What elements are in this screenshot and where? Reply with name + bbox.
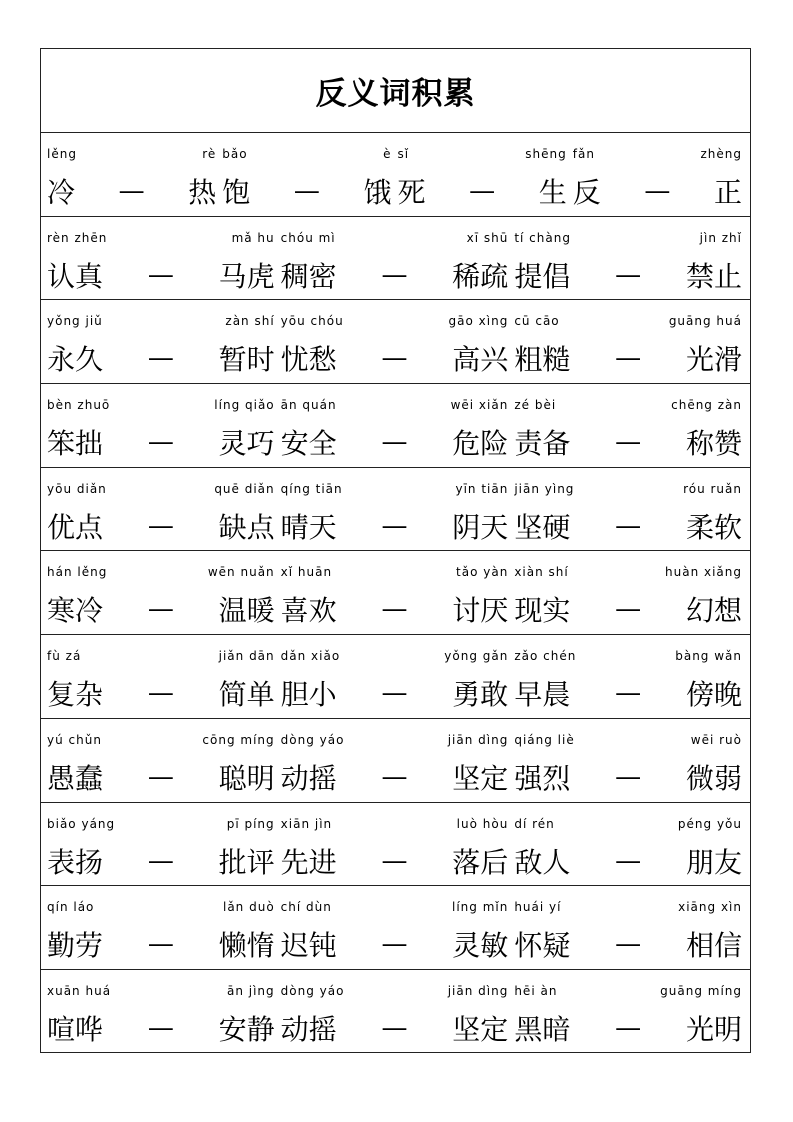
antonym-pair: [47, 217, 281, 300]
pinyin-left: fǎn: [572, 147, 595, 161]
hanzi-line: [281, 673, 515, 713]
dash-separator: —: [615, 845, 642, 876]
pinyin-right: tǎo yàn: [456, 565, 509, 580]
pinyin-left: fù zá: [47, 649, 82, 664]
word-right: 落后: [452, 845, 509, 879]
pinyin-left: bèn zhuō: [47, 398, 111, 413]
pinyin-left: huái yí: [514, 900, 562, 915]
pinyin-left: dǎn xiǎo: [280, 649, 341, 664]
word-left: 强烈: [514, 761, 571, 795]
pinyin-left: dí rén: [514, 816, 555, 831]
word-right: 幻想: [685, 594, 742, 628]
word-right: 饿: [363, 176, 392, 209]
hanzi-line: [47, 841, 281, 881]
pinyin-right: xiāng xìn: [678, 900, 742, 915]
word-pair-row: [41, 719, 750, 803]
pinyin-line: [514, 231, 748, 255]
pinyin-right: huàn xiǎng: [665, 565, 742, 580]
pinyin-right: ān jìng: [226, 983, 275, 998]
pinyin-line: [514, 314, 748, 338]
word-left: 永久: [47, 343, 104, 377]
pinyin-line: [281, 314, 515, 338]
pinyin-left: chí dùn: [280, 900, 332, 915]
word-pair-row: [41, 217, 750, 301]
pinyin-right: yǒng gǎn: [444, 649, 509, 664]
title-row: [41, 49, 750, 133]
pinyin-left: tí chàng: [514, 230, 571, 245]
dash-separator: —: [147, 343, 174, 374]
pinyin-right: luò hòu: [456, 816, 509, 831]
pinyin-right: chēng zàn: [671, 398, 742, 413]
hanzi-line: [514, 1008, 748, 1048]
pinyin-right: líng qiǎo: [214, 398, 275, 413]
hanzi-line: [514, 841, 748, 881]
hanzi-line: [514, 757, 748, 797]
dash-separator: —: [381, 427, 408, 458]
word-right: 简单: [218, 678, 275, 712]
pinyin-right: pī píng: [226, 816, 275, 831]
dash-separator: —: [147, 678, 174, 709]
antonym-pair: [398, 133, 573, 216]
dash-separator: —: [381, 678, 408, 709]
pinyin-right: zàn shí: [225, 314, 275, 329]
antonym-pair: [47, 133, 222, 216]
dash-separator: —: [615, 678, 642, 709]
antonym-pair: [514, 719, 748, 802]
pinyin-right: guāng míng: [660, 983, 742, 998]
pinyin-right: jiān dìng: [447, 983, 509, 998]
word-left: 优点: [47, 510, 104, 544]
dash-separator: —: [147, 845, 174, 876]
antonym-pair: [281, 635, 515, 718]
pinyin-right: mǎ hu: [231, 230, 275, 245]
word-left: 坚硬: [514, 510, 571, 544]
pinyin-right: jiǎn dān: [218, 649, 275, 664]
word-right: 稀疏: [452, 259, 509, 293]
word-right: 马虎: [218, 259, 275, 293]
word-right: 讨厌: [452, 594, 509, 628]
word-right: 暂时: [218, 343, 275, 377]
pinyin-right: rè: [202, 147, 217, 161]
pinyin-right: jiān dìng: [447, 732, 509, 747]
pinyin-line: [514, 482, 748, 506]
word-right: 朋友: [685, 845, 742, 879]
pinyin-left: zé bèi: [514, 398, 557, 413]
word-left: 忧愁: [280, 343, 337, 377]
word-left: 喜欢: [280, 594, 337, 628]
word-left: 冷: [47, 176, 76, 209]
pinyin-line: [514, 817, 748, 841]
antonym-pair: [514, 384, 748, 467]
pinyin-left: xuān huá: [47, 983, 112, 998]
pinyin-line: [514, 398, 748, 422]
word-right: 批评: [218, 845, 275, 879]
pinyin-right: róu ruǎn: [683, 481, 742, 496]
antonym-pair: [47, 551, 281, 634]
dash-separator: —: [381, 510, 408, 541]
worksheet: [40, 48, 751, 1053]
word-left: 喧哗: [47, 1012, 104, 1046]
word-pair-row: [41, 886, 750, 970]
hanzi-line: [47, 171, 222, 211]
dash-separator: —: [615, 761, 642, 792]
word-left: 动摇: [280, 1012, 337, 1046]
pinyin-left: cū cāo: [514, 314, 560, 329]
antonym-pair: [281, 719, 515, 802]
hanzi-line: [281, 338, 515, 378]
antonym-pair: [47, 384, 281, 467]
hanzi-line: [47, 673, 281, 713]
pinyin-left: xiàn shí: [514, 565, 569, 580]
antonym-pair: [281, 217, 515, 300]
pinyin-left: yōu chóu: [280, 314, 344, 329]
hanzi-line: [47, 757, 281, 797]
pinyin-line: [281, 900, 515, 924]
antonym-pair: [281, 300, 515, 383]
word-left: 复杂: [47, 678, 104, 712]
hanzi-line: [281, 757, 515, 797]
dash-separator: —: [469, 176, 496, 206]
hanzi-line: [281, 589, 515, 629]
pinyin-line: [281, 733, 515, 757]
antonym-pair: [514, 551, 748, 634]
hanzi-line: [47, 924, 281, 964]
pinyin-left: chóu mì: [280, 230, 336, 245]
pinyin-line: [514, 649, 748, 673]
pinyin-right: péng yǒu: [677, 816, 742, 831]
antonym-pair: [281, 803, 515, 886]
pinyin-line: [47, 817, 281, 841]
word-pair-row: [41, 635, 750, 719]
pinyin-right: bàng wǎn: [675, 649, 742, 664]
word-right: 称赞: [685, 427, 742, 461]
word-left: 稠密: [280, 259, 337, 293]
antonym-pair: [514, 970, 748, 1054]
pinyin-left: sǐ: [397, 147, 410, 161]
dash-separator: —: [615, 259, 642, 290]
dash-separator: —: [615, 929, 642, 960]
word-right: 聪明: [218, 761, 275, 795]
antonym-pair: [281, 551, 515, 634]
word-left: 愚蠢: [47, 761, 104, 795]
dash-separator: —: [615, 343, 642, 374]
dash-separator: —: [381, 761, 408, 792]
hanzi-line: [514, 506, 748, 546]
dash-separator: —: [293, 176, 320, 206]
word-right: 懒惰: [218, 929, 275, 963]
pinyin-line: [281, 649, 515, 673]
word-left: 认真: [47, 259, 104, 293]
word-right: 安静: [218, 1012, 275, 1046]
pinyin-left: qín láo: [47, 900, 95, 915]
word-left: 寒冷: [47, 594, 104, 628]
word-left: 表扬: [47, 845, 104, 879]
antonym-pair: [47, 719, 281, 802]
hanzi-line: [398, 171, 573, 211]
pinyin-line: [281, 984, 515, 1008]
pinyin-right: wēi ruò: [690, 732, 742, 747]
antonym-pair: [47, 886, 281, 969]
pinyin-left: hán lěng: [47, 565, 108, 580]
pinyin-line: [47, 733, 281, 757]
pinyin-left: bǎo: [222, 147, 248, 161]
word-left: 怀疑: [514, 929, 571, 963]
word-right: 禁止: [685, 259, 742, 293]
pinyin-left: yú chǔn: [47, 732, 102, 747]
word-pair-row: [41, 970, 750, 1054]
pinyin-line: [47, 147, 222, 171]
word-left: 饱: [222, 176, 251, 209]
word-right: 正: [713, 176, 742, 209]
pinyin-line: [47, 482, 281, 506]
pinyin-right: líng mǐn: [451, 900, 509, 915]
word-pair-row: [41, 803, 750, 887]
hanzi-line: [514, 255, 748, 295]
pinyin-line: [47, 565, 281, 589]
dash-separator: —: [147, 1012, 174, 1043]
antonym-pair: [514, 300, 748, 383]
hanzi-line: [47, 506, 281, 546]
hanzi-line: [281, 1008, 515, 1048]
word-right: 微弱: [685, 761, 742, 795]
pinyin-line: [514, 984, 748, 1008]
dash-separator: —: [147, 929, 174, 960]
hanzi-line: [281, 506, 515, 546]
word-pair-table: [41, 133, 750, 1054]
word-left: 黑暗: [514, 1012, 571, 1046]
word-left: 先进: [280, 845, 337, 879]
antonym-pair: [47, 970, 281, 1054]
hanzi-line: [573, 171, 748, 211]
word-left: 敌人: [514, 845, 571, 879]
word-left: 勤劳: [47, 929, 104, 963]
hanzi-line: [47, 1008, 281, 1048]
word-right: 坚定: [452, 1012, 509, 1046]
antonym-pair: [514, 635, 748, 718]
hanzi-line: [514, 589, 748, 629]
pinyin-left: qiáng liè: [514, 732, 575, 747]
hanzi-line: [47, 338, 281, 378]
word-left: 责备: [514, 427, 571, 461]
antonym-pair: [222, 133, 397, 216]
antonym-pair: [514, 803, 748, 886]
pinyin-left: yǒng jiǔ: [47, 314, 103, 329]
pinyin-right: è: [383, 147, 392, 161]
word-left: 提倡: [514, 259, 571, 293]
pinyin-left: ān quán: [280, 398, 337, 413]
pinyin-left: qíng tiān: [280, 481, 343, 496]
word-left: 晴天: [280, 510, 337, 544]
antonym-pair: [47, 468, 281, 551]
pinyin-line: [47, 649, 281, 673]
antonym-pair: [47, 635, 281, 718]
hanzi-line: [281, 422, 515, 462]
hanzi-line: [222, 171, 397, 211]
pinyin-right: quē diǎn: [214, 481, 275, 496]
word-right: 灵敏: [452, 929, 509, 963]
word-left: 早晨: [514, 678, 571, 712]
antonym-pair: [47, 300, 281, 383]
dash-separator: —: [147, 427, 174, 458]
word-pair-row: [41, 384, 750, 468]
pinyin-right: wēn nuǎn: [207, 565, 275, 580]
pinyin-line: [514, 565, 748, 589]
pinyin-left: zǎo chén: [514, 649, 577, 664]
pinyin-left: hēi àn: [514, 983, 558, 998]
pinyin-line: [514, 900, 748, 924]
pinyin-line: [47, 314, 281, 338]
pinyin-left: biǎo yáng: [47, 816, 116, 831]
word-left: 现实: [514, 594, 571, 628]
pinyin-left: yōu diǎn: [47, 481, 107, 496]
antonym-pair: [514, 886, 748, 969]
dash-separator: —: [381, 343, 408, 374]
word-right: 危险: [452, 427, 509, 461]
dash-separator: —: [381, 594, 408, 625]
pinyin-left: jiān yìng: [514, 481, 575, 496]
hanzi-line: [47, 589, 281, 629]
pinyin-line: [47, 398, 281, 422]
word-right: 生: [538, 176, 567, 209]
pinyin-right: guāng huá: [668, 314, 742, 329]
pinyin-line: [281, 817, 515, 841]
pinyin-line: [281, 231, 515, 255]
pinyin-right: cōng míng: [202, 732, 275, 747]
hanzi-line: [514, 673, 748, 713]
word-right: 高兴: [452, 343, 509, 377]
word-right: 温暖: [218, 594, 275, 628]
dash-separator: —: [381, 259, 408, 290]
dash-separator: —: [615, 427, 642, 458]
pinyin-line: [281, 565, 515, 589]
pinyin-line: [514, 733, 748, 757]
dash-separator: —: [147, 510, 174, 541]
hanzi-line: [47, 422, 281, 462]
word-right: 坚定: [452, 761, 509, 795]
page-title: 反义词积累: [315, 76, 476, 112]
word-left: 迟钝: [280, 929, 337, 963]
pinyin-line: [222, 147, 397, 171]
word-left: 粗糙: [514, 343, 571, 377]
pinyin-right: gāo xìng: [448, 314, 509, 329]
pinyin-right: zhèng: [700, 147, 742, 161]
pinyin-left: xǐ huān: [280, 565, 333, 580]
word-left: 反: [572, 176, 601, 209]
antonym-pair: [514, 468, 748, 551]
word-left: 动摇: [280, 761, 337, 795]
pinyin-right: yīn tiān: [455, 481, 509, 496]
hanzi-line: [281, 255, 515, 295]
word-right: 柔软: [685, 510, 742, 544]
word-pair-row: [41, 300, 750, 384]
dash-separator: —: [381, 929, 408, 960]
pinyin-line: [47, 900, 281, 924]
antonym-pair: [281, 468, 515, 551]
dash-separator: —: [644, 176, 671, 206]
word-left: 胆小: [280, 678, 337, 712]
pinyin-right: jìn zhǐ: [699, 230, 742, 245]
dash-separator: —: [615, 1012, 642, 1043]
hanzi-line: [47, 255, 281, 295]
pinyin-line: [281, 398, 515, 422]
word-left: 死: [397, 176, 426, 209]
word-right: 灵巧: [218, 427, 275, 461]
pinyin-right: wēi xiǎn: [450, 398, 509, 413]
word-pair-row: [41, 551, 750, 635]
word-pair-row: [41, 468, 750, 552]
hanzi-line: [514, 422, 748, 462]
word-right: 相信: [685, 929, 742, 963]
word-right: 勇敢: [452, 678, 509, 712]
word-right: 热: [188, 176, 217, 209]
hanzi-line: [281, 924, 515, 964]
word-right: 缺点: [218, 510, 275, 544]
antonym-pair: [281, 384, 515, 467]
pinyin-left: dòng yáo: [280, 983, 345, 998]
dash-separator: —: [147, 594, 174, 625]
pinyin-line: [47, 231, 281, 255]
pinyin-left: rèn zhēn: [47, 230, 108, 245]
hanzi-line: [281, 841, 515, 881]
pinyin-right: lǎn duò: [222, 900, 275, 915]
antonym-pair: [281, 886, 515, 969]
word-pair-row: [41, 133, 750, 217]
word-right: 光滑: [685, 343, 742, 377]
antonym-pair: [47, 803, 281, 886]
dash-separator: —: [381, 845, 408, 876]
pinyin-right: xī shū: [466, 230, 509, 245]
hanzi-line: [514, 924, 748, 964]
dash-separator: —: [615, 510, 642, 541]
pinyin-line: [47, 984, 281, 1008]
word-right: 光明: [685, 1012, 742, 1046]
pinyin-left: dòng yáo: [280, 732, 345, 747]
pinyin-left: lěng: [47, 147, 77, 161]
pinyin-line: [281, 482, 515, 506]
word-left: 安全: [280, 427, 337, 461]
pinyin-line: [573, 147, 748, 171]
dash-separator: —: [381, 1012, 408, 1043]
dash-separator: —: [118, 176, 145, 206]
dash-separator: —: [147, 259, 174, 290]
antonym-pair: [514, 217, 748, 300]
word-right: 阴天: [452, 510, 509, 544]
antonym-pair: [573, 133, 748, 216]
pinyin-left: xiān jìn: [280, 816, 333, 831]
hanzi-line: [514, 338, 748, 378]
word-left: 笨拙: [47, 427, 104, 461]
dash-separator: —: [615, 594, 642, 625]
dash-separator: —: [147, 761, 174, 792]
word-right: 傍晚: [685, 678, 742, 712]
pinyin-line: [398, 147, 573, 171]
pinyin-right: shēng: [525, 147, 567, 161]
antonym-pair: [281, 970, 515, 1054]
